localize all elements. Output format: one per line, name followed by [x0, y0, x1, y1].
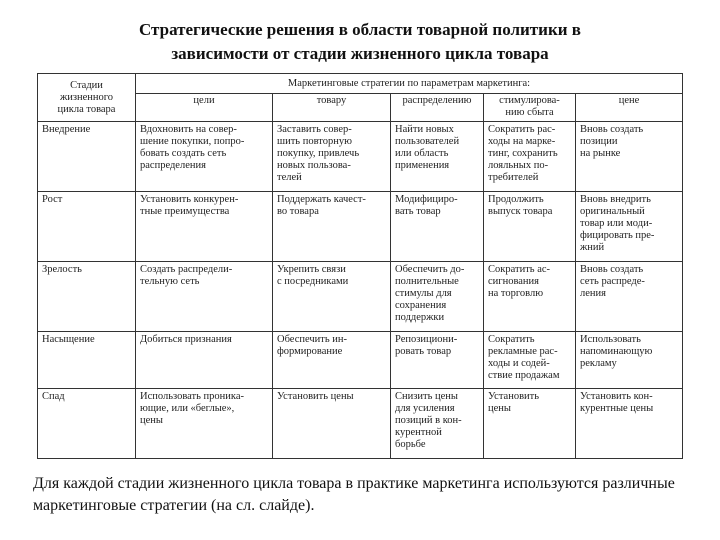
promotion-cell: Сократить рас- ходы на марке- тинг, сохранить лояльных по- требителей	[484, 122, 576, 192]
column-header-product: товару	[273, 94, 391, 122]
column-header-distribution: распределению	[391, 94, 484, 122]
table-row	[38, 192, 683, 262]
stage-column-header: Стадии жизненного цикла товара	[38, 74, 136, 122]
strategy-table	[37, 73, 683, 459]
column-header-promotion: стимулирова- нию сбыта	[484, 94, 576, 122]
goals-cell: Установить конкурен- тные преимущества	[136, 192, 273, 262]
table-row	[38, 389, 683, 459]
promotion-cell: Сократить ас- сигнования на торговлю	[484, 262, 576, 332]
goals-cell: Добиться признания	[136, 332, 273, 389]
distribution-cell: Обеспечить до- полнительные стимулы для сохранения поддержки	[391, 262, 484, 332]
goals-cell: Использовать проника- ющие, или «беглые», цены	[136, 389, 273, 459]
price-cell: Вновь создать сеть распреде- ления	[576, 262, 683, 332]
stage-cell: Внедрение	[38, 122, 136, 192]
distribution-cell: Найти новых пользователей или область применения	[391, 122, 484, 192]
product-cell: Укрепить связи с посредниками	[273, 262, 391, 332]
price-cell: Вновь внедрить оригинальный товар или моди- фицировать пре- жний	[576, 192, 683, 262]
product-cell: Установить цены	[273, 389, 391, 459]
price-cell: Установить кон- курентные цены	[576, 389, 683, 459]
product-cell: Поддержать качест- во товара	[273, 192, 391, 262]
column-header-goals: цели	[136, 94, 273, 122]
footnote-text: Для каждой стадии жизненного цикла товара в практике маркетинга используются различные маркетинговые стратегии (на сл. слайде).	[33, 475, 675, 514]
price-cell: Вновь создать позиции на рынке	[576, 122, 683, 192]
distribution-cell: Модифициро- вать товар	[391, 192, 484, 262]
slide-title-line-2: зависимости от стадии жизненного цикла товара	[171, 44, 549, 63]
table-row	[38, 332, 683, 389]
promotion-cell: Продолжить выпуск товара	[484, 192, 576, 262]
stage-cell: Спад	[38, 389, 136, 459]
stage-cell: Насыщение	[38, 332, 136, 389]
product-cell: Обеспечить ин- формирование	[273, 332, 391, 389]
table-row	[38, 262, 683, 332]
column-header-price: цене	[576, 94, 683, 122]
promotion-cell: Установить цены	[484, 389, 576, 459]
promotion-cell: Сократить рекламные рас- ходы и содей- ствие продажам	[484, 332, 576, 389]
slide-title	[40, 18, 680, 66]
distribution-cell: Репозициони- ровать товар	[391, 332, 484, 389]
goals-cell: Создать распредели- тельную сеть	[136, 262, 273, 332]
goals-cell: Вдохновить на совер- шение покупки, попро- бовать создать сеть распределения	[136, 122, 273, 192]
strategies-group-header: Маркетинговые стратегии по параметрам маркетинга:	[136, 74, 683, 94]
stage-cell: Рост	[38, 192, 136, 262]
slide-title-line-1: Стратегические решения в области товарной политики в	[139, 20, 581, 39]
table-row	[38, 122, 683, 192]
product-cell: Заставить совер- шить повторную покупку, привлечь новых пользова- телей	[273, 122, 391, 192]
price-cell: Использовать напоминающую рекламу	[576, 332, 683, 389]
stage-cell: Зрелость	[38, 262, 136, 332]
distribution-cell: Снизить цены для усиления позиций в кон- курентной борьбе	[391, 389, 484, 459]
